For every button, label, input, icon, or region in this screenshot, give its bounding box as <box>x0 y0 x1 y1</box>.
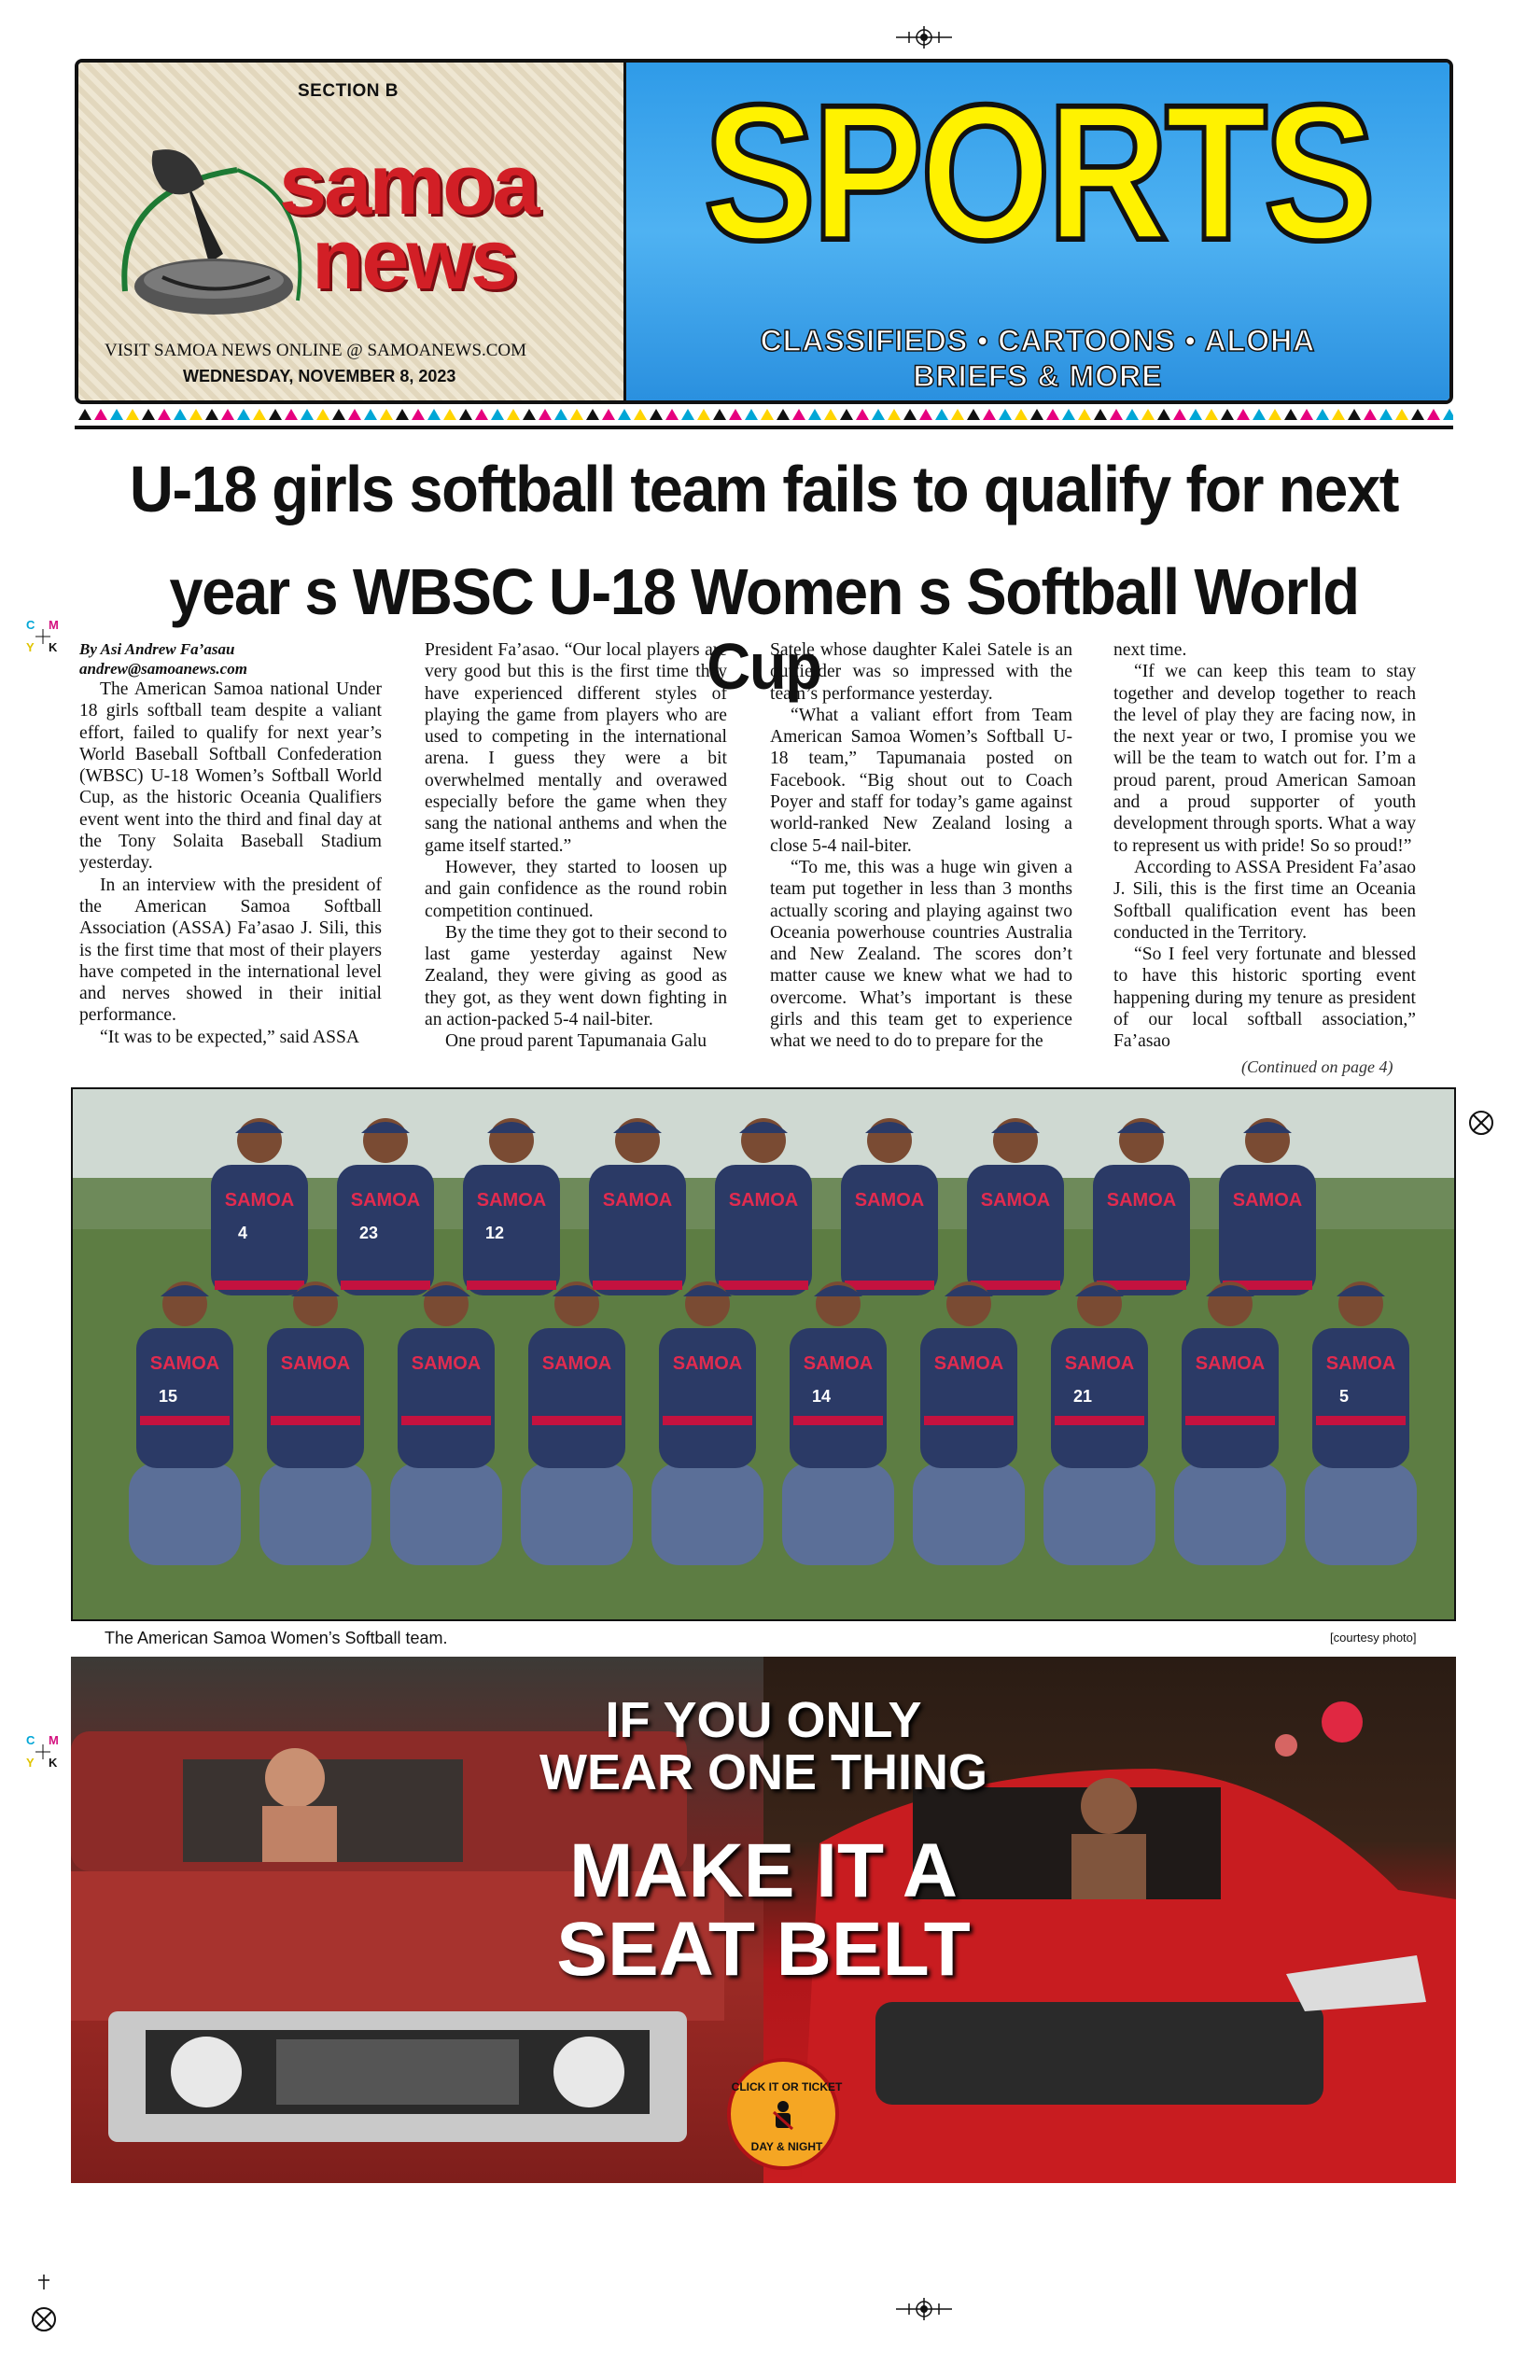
svg-text:SAMOA: SAMOA <box>728 1190 799 1211</box>
article-column-1 <box>79 639 382 1048</box>
cmyk-mark <box>21 1733 65 1776</box>
headline-line2: year s WBSC U-18 Women s Softball World Cup <box>169 555 1359 703</box>
article-column-4 <box>1113 639 1416 1053</box>
border-triangle <box>777 409 790 420</box>
border-triangle <box>1141 409 1155 420</box>
section-teaser-line1: CLASSIFIEDS • CARTOONS • ALOHA <box>760 324 1316 357</box>
photo-credit: [courtesy photo] <box>1330 1631 1417 1645</box>
article-column-3 <box>770 639 1072 1053</box>
border-triangle <box>1062 409 1075 420</box>
border-triangle <box>697 409 710 420</box>
border-triangle <box>586 409 599 420</box>
border-triangle <box>1364 409 1377 420</box>
masthead <box>75 59 1453 404</box>
border-triangle <box>459 409 472 420</box>
svg-text:SAMOA: SAMOA <box>933 1353 1004 1374</box>
border-triangle <box>935 409 948 420</box>
border-triangle <box>840 409 853 420</box>
border-triangle <box>78 409 91 420</box>
decorative-triangle-border <box>75 408 1453 421</box>
article-paragraph: “What a valiant effort from Team American Samoa Women’s Softball U-18 team,” Tapumanaia posted on Facebook. “Big shout out to Coach Poyer and staff for today’s game against world-ranked New Zealand losing a close 5-4 nail-biter. <box>770 705 1072 856</box>
website-line: VISIT SAMOA NEWS ONLINE @ SAMOANEWS.COM <box>105 341 527 360</box>
ad-headline-line1: IF YOU ONLY <box>605 1692 922 1748</box>
svg-text:SAMOA: SAMOA <box>854 1190 925 1211</box>
border-triangle <box>189 409 203 420</box>
border-triangle <box>1268 409 1281 420</box>
article-paragraph: next time. <box>1113 640 1187 660</box>
svg-text:12: 12 <box>484 1224 505 1242</box>
border-triangle <box>951 409 964 420</box>
svg-text:23: 23 <box>358 1224 379 1242</box>
seatbelt-icon <box>766 2099 800 2133</box>
svg-text:SAMOA: SAMOA <box>672 1353 743 1374</box>
article-paragraph: However, they started to loosen up and gain confidence as the round robin competition continued. <box>425 857 727 921</box>
team-photo-illustration <box>73 1089 1454 1619</box>
svg-text:SAMOA: SAMOA <box>280 1353 351 1374</box>
svg-text:SAMOA: SAMOA <box>350 1190 421 1211</box>
article-column-2 <box>425 639 727 1053</box>
border-triangle <box>1126 409 1139 420</box>
continued-jump-line: (Continued on page 4) <box>1241 1057 1393 1076</box>
border-triangle <box>919 409 932 420</box>
border-triangle <box>158 409 171 420</box>
border-triangle <box>1030 409 1043 420</box>
border-triangle <box>1110 409 1123 420</box>
svg-text:14: 14 <box>811 1387 832 1406</box>
article-paragraph: The American Samoa national Under 18 girls softball team despite a valiant effort, failed to qualify for next year’s World Baseball Softball Confederation (WBSC) U-18 Women’s Softball World Cup, as the historic Oceania Qualifiers event went into the third and final day at the Tony Solaita Baseball Stadium yesterday. <box>79 679 382 874</box>
click-it-or-ticket-badge <box>727 2058 843 2170</box>
border-triangle <box>221 409 234 420</box>
svg-text:SAMOA: SAMOA <box>1106 1190 1177 1211</box>
border-triangle <box>1379 409 1393 420</box>
article-paragraph: By the time they got to their second to last game yesterday against New Zealand, they were giving as good as they got, as they went down fighting in an action-packed 5-4 nail-biter. <box>425 922 727 1030</box>
team-photo <box>71 1087 1456 1621</box>
svg-text:SAMOA: SAMOA <box>803 1353 874 1374</box>
border-triangle <box>205 409 218 420</box>
svg-text:SAMOA: SAMOA <box>1195 1353 1266 1374</box>
border-triangle <box>316 409 329 420</box>
svg-text:SAMOA: SAMOA <box>1064 1353 1135 1374</box>
masthead-logo-panel <box>78 63 626 400</box>
border-triangle <box>396 409 409 420</box>
article-paragraph: Satele whose daughter Kalei Satele is an outfielder was so impressed with the team’s performance yesterday. <box>770 640 1072 704</box>
cmyk-k-label: K <box>49 640 58 654</box>
cmyk-y-label: Y <box>26 640 35 654</box>
border-triangle <box>523 409 536 420</box>
border-triangle <box>1078 409 1091 420</box>
sports-banner <box>626 63 1449 400</box>
section-title: SPORTS <box>703 64 1373 281</box>
border-triangle <box>602 409 615 420</box>
svg-text:SAMOA: SAMOA <box>1325 1353 1396 1374</box>
border-triangle <box>1395 409 1408 420</box>
border-triangle <box>348 409 361 420</box>
svg-text:SAMOA: SAMOA <box>411 1353 482 1374</box>
border-triangle <box>380 409 393 420</box>
svg-text:SAMOA: SAMOA <box>149 1353 220 1374</box>
svg-text:SAMOA: SAMOA <box>224 1190 295 1211</box>
border-triangle <box>1094 409 1107 420</box>
border-triangle <box>1332 409 1345 420</box>
border-triangle <box>729 409 742 420</box>
logo-text-samoa: samoa <box>279 137 538 232</box>
border-triangle <box>1237 409 1250 420</box>
border-triangle <box>301 409 314 420</box>
crop-cross-icon <box>37 2275 50 2289</box>
border-triangle <box>983 409 996 420</box>
ad-headline-line2: WEAR ONE THING <box>539 1744 987 1800</box>
border-triangle <box>618 409 631 420</box>
border-triangle <box>808 409 821 420</box>
section-teaser-line2: BRIEFS & MORE <box>913 359 1163 393</box>
border-triangle <box>1046 409 1059 420</box>
cmyk-k-label: K <box>49 1756 58 1770</box>
border-triangle <box>174 409 187 420</box>
badge-top-text: CLICK IT OR TICKET <box>731 2080 843 2093</box>
logo-text-news: news <box>312 212 516 307</box>
headline-line1: U-18 girls softball team fails to qualify for next <box>129 453 1399 525</box>
border-triangle <box>412 409 425 420</box>
border-triangle <box>665 409 679 420</box>
border-triangle <box>1173 409 1186 420</box>
border-triangle <box>634 409 647 420</box>
border-triangle <box>745 409 758 420</box>
seatbelt-ad[interactable] <box>71 1657 1456 2183</box>
border-triangle <box>713 409 726 420</box>
crop-circle-icon <box>1467 1109 1495 1137</box>
svg-text:SAMOA: SAMOA <box>476 1190 547 1211</box>
svg-text:15: 15 <box>158 1387 178 1406</box>
cmyk-y-label: Y <box>26 1756 35 1770</box>
border-triangle <box>856 409 869 420</box>
border-triangle <box>1221 409 1234 420</box>
border-triangle <box>332 409 345 420</box>
article-paragraph: One proud parent Tapumanaia Galu <box>445 1031 707 1052</box>
border-triangle <box>507 409 520 420</box>
section-label: SECTION B <box>298 81 399 101</box>
border-triangle <box>554 409 567 420</box>
border-triangle <box>427 409 441 420</box>
article-paragraph: President Fa’asao. “Our local players are very good but this is the first time they have experienced different styles of playing the game from players who are used to competing in the international arena. I guess they were a bit overwhelmed mentally and overawed especially before the game when they sang the national anthems and when the game itself started.” <box>425 640 727 856</box>
registration-mark-bottom <box>896 2298 952 2320</box>
border-triangle <box>1443 409 1453 420</box>
border-triangle <box>539 409 552 420</box>
border-triangle <box>1205 409 1218 420</box>
svg-text:4: 4 <box>237 1224 248 1242</box>
border-triangle <box>269 409 282 420</box>
border-triangle <box>253 409 266 420</box>
border-triangle <box>491 409 504 420</box>
border-triangle <box>142 409 155 420</box>
cmyk-c-label: C <box>26 1733 35 1747</box>
article-paragraph: According to ASSA President Fa’asao J. Sili, this is the first time an Oceania Softball qualification event has been conducted in the Territory. <box>1113 857 1416 943</box>
border-triangle <box>903 409 917 420</box>
border-triangle <box>443 409 456 420</box>
article-paragraph: “To me, this was a huge win given a team put together in less than 3 months actually scoring and playing against two Oceania powerhouse countries Australia and New Zealand. The scores don’t matter cause we knew what we had to overcome. What’s important is these girls and this team get to experience what we need to do to prepare for the <box>770 857 1072 1052</box>
border-triangle <box>126 409 139 420</box>
border-triangle <box>475 409 488 420</box>
border-triangle <box>364 409 377 420</box>
border-triangle <box>1300 409 1313 420</box>
border-triangle <box>761 409 774 420</box>
border-triangle <box>570 409 583 420</box>
border-triangle <box>1189 409 1202 420</box>
border-triangle <box>237 409 250 420</box>
photo-caption: The American Samoa Women’s Softball team. <box>105 1629 448 1647</box>
border-triangle <box>967 409 980 420</box>
cmyk-mark <box>21 618 65 661</box>
badge-bottom-text: DAY & NIGHT <box>750 2140 823 2153</box>
svg-text:5: 5 <box>1338 1387 1350 1406</box>
border-triangle <box>1348 409 1361 420</box>
border-triangle <box>285 409 298 420</box>
article-paragraph: “It was to be expected,” said ASSA <box>100 1027 360 1047</box>
svg-text:SAMOA: SAMOA <box>602 1190 673 1211</box>
svg-text:SAMOA: SAMOA <box>541 1353 612 1374</box>
border-triangle <box>1157 409 1170 420</box>
ad-headline-line4: SEAT BELT <box>556 1907 971 1992</box>
border-triangle <box>110 409 123 420</box>
border-triangle <box>888 409 901 420</box>
svg-text:SAMOA: SAMOA <box>1232 1190 1303 1211</box>
border-triangle <box>1316 409 1329 420</box>
byline-email: andrew@samoanews.com <box>79 660 247 678</box>
border-triangle <box>94 409 107 420</box>
divider-rule <box>75 426 1453 429</box>
border-triangle <box>1253 409 1266 420</box>
byline-author: By Asi Andrew Fa’asau <box>79 640 235 658</box>
crop-circle-icon <box>30 2305 58 2333</box>
issue-date: WEDNESDAY, NOVEMBER 8, 2023 <box>183 367 456 385</box>
svg-text:21: 21 <box>1072 1387 1093 1406</box>
article-paragraph: “So I feel very fortunate and blessed to have this historic sporting event happening during my tenure as president of our local softball association,” Fa’asao <box>1113 945 1416 1052</box>
border-triangle <box>1427 409 1440 420</box>
article-paragraph: “If we can keep this team to stay together and develop together to reach the level of play they are facing now, in the next year or two, I promise you we will be the team to watch out for. I’m a proud parent, proud American Samoan and a proud supporter of youth development through sports. What a way to represent us with pride! So so proud!” <box>1113 662 1416 856</box>
cmyk-m-label: M <box>49 618 59 632</box>
cmyk-m-label: M <box>49 1733 59 1747</box>
svg-text:SAMOA: SAMOA <box>980 1190 1051 1211</box>
border-triangle <box>1411 409 1424 420</box>
border-triangle <box>1015 409 1028 420</box>
ad-headline-line3: MAKE IT A <box>568 1828 959 1913</box>
cmyk-c-label: C <box>26 618 35 632</box>
registration-mark-top <box>896 26 952 49</box>
border-triangle <box>999 409 1012 420</box>
border-triangle <box>681 409 694 420</box>
border-triangle <box>872 409 885 420</box>
article-paragraph: In an interview with the president of the American Samoa Softball Association (ASSA) Fa’asao J. Sili, this is the first time that most of their players have competed in the international level and nerves showed in their initial performance. <box>79 875 382 1026</box>
border-triangle <box>824 409 837 420</box>
border-triangle <box>650 409 663 420</box>
border-triangle <box>792 409 805 420</box>
border-triangle <box>1284 409 1297 420</box>
